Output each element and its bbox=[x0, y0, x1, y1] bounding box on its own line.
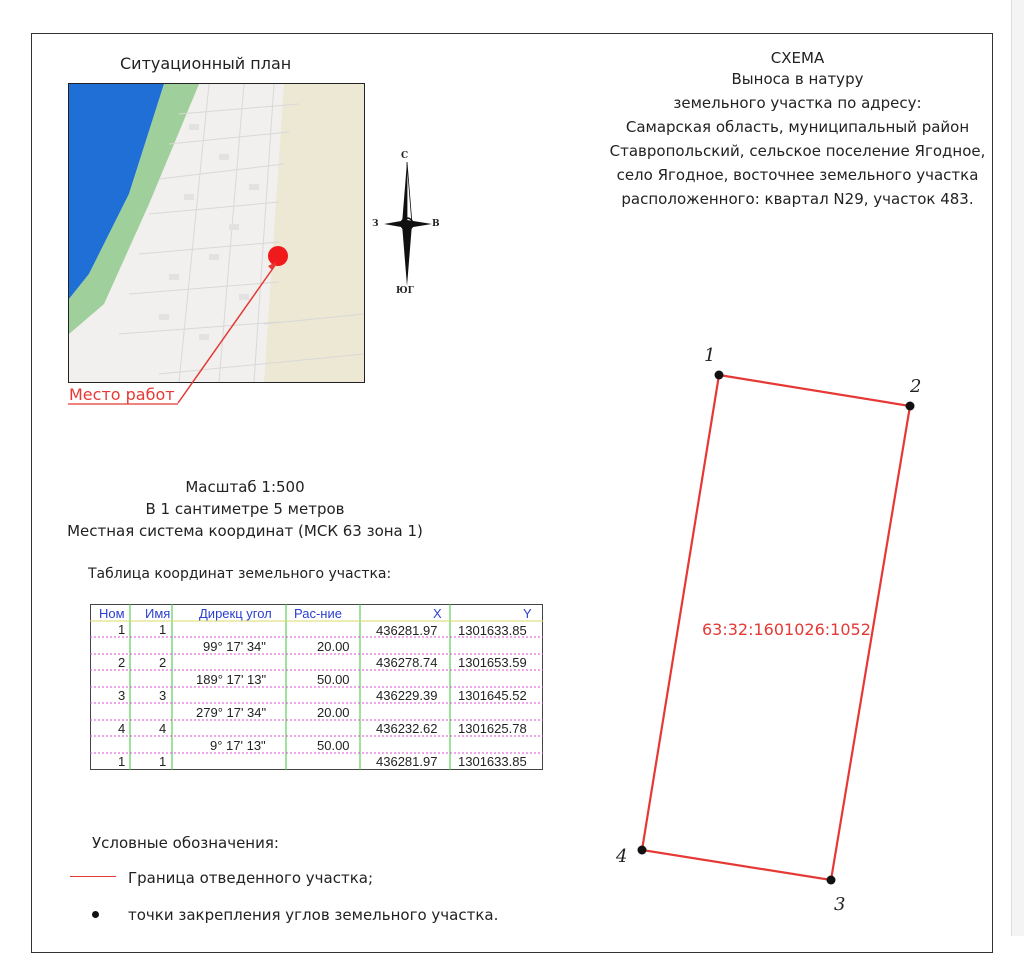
cell-y: 1301625.78 bbox=[458, 721, 527, 736]
cell-x: 436281.97 bbox=[376, 754, 438, 769]
cell-num: 4 bbox=[118, 721, 126, 736]
header-line-4: Самарская область, муниципальный район bbox=[625, 118, 970, 136]
cell-x: 436281.97 bbox=[376, 623, 438, 638]
vertex-point-3 bbox=[827, 876, 836, 885]
header-line-7: расположенного: квартал N29, участок 483. bbox=[621, 190, 974, 208]
cell-num: 2 bbox=[118, 655, 126, 670]
scale-line-3: Местная система координат (МСК 63 зона 1) bbox=[67, 522, 423, 540]
cell-num: 1 bbox=[118, 754, 126, 769]
cell-x: 436229.39 bbox=[376, 688, 438, 703]
cell-y: 1301633.85 bbox=[458, 754, 527, 769]
cell-y: 1301633.85 bbox=[458, 623, 527, 638]
vertex-point-4 bbox=[638, 846, 647, 855]
cell-x: 436232.62 bbox=[376, 721, 438, 736]
cell-name: 2 bbox=[159, 655, 167, 670]
cell-num: 3 bbox=[118, 688, 126, 703]
situational-plan-title: Ситуационный план bbox=[120, 54, 292, 73]
scale-line-1: Масштаб 1:500 bbox=[185, 478, 305, 496]
compass-east: В bbox=[432, 219, 440, 229]
col-header-num: Ном bbox=[99, 606, 125, 621]
cell-dist: 20.00 bbox=[317, 705, 350, 720]
cell-num: 1 bbox=[118, 622, 126, 637]
col-header-name: Имя bbox=[145, 606, 171, 621]
cadastral-number: 63:32:1601026:1052 bbox=[702, 620, 871, 639]
cell-angle: 9° 17' 13" bbox=[210, 738, 266, 753]
header-line-2: Выноса в натуру bbox=[731, 70, 864, 88]
cell-name: 1 bbox=[159, 754, 167, 769]
legend-boundary-line-icon bbox=[70, 876, 116, 877]
cell-dist: 50.00 bbox=[317, 672, 350, 687]
scale-line-2: В 1 сантиметре 5 метров bbox=[145, 500, 345, 518]
legend-boundary-label: Граница отведенного участка; bbox=[128, 869, 374, 887]
cell-name: 4 bbox=[159, 721, 167, 736]
cell-angle: 189° 17' 13" bbox=[196, 672, 267, 687]
header-line-3: земельного участка по адресу: bbox=[673, 94, 922, 112]
header-line-6: село Ягодное, восточнее земельного участка bbox=[616, 166, 979, 184]
legend-points-label: точки закрепления углов земельного участка. bbox=[128, 906, 499, 924]
col-header-angle: Дирекц угол bbox=[199, 606, 272, 621]
legend-point-icon bbox=[92, 911, 99, 918]
cell-angle: 99° 17' 34" bbox=[203, 639, 266, 654]
compass-west: З bbox=[372, 219, 379, 229]
vertex-label-1: 1 bbox=[704, 345, 716, 366]
col-header-x: X bbox=[433, 606, 442, 621]
cell-name: 3 bbox=[159, 688, 167, 703]
cell-y: 1301645.52 bbox=[458, 688, 527, 703]
cell-angle: 279° 17' 34" bbox=[196, 705, 267, 720]
vertex-point-1 bbox=[715, 371, 724, 380]
col-header-y: Y bbox=[523, 606, 532, 621]
header-line-5: Ставропольский, сельское поселение Ягодное, bbox=[609, 142, 986, 160]
header-line-1: СХЕМА bbox=[770, 49, 825, 67]
cell-dist: 20.00 bbox=[317, 639, 350, 654]
vertex-label-2: 2 bbox=[910, 376, 922, 397]
table-caption: Таблица координат земельного участка: bbox=[88, 566, 392, 582]
col-header-dist: Рас-ние bbox=[294, 606, 342, 621]
compass-north: С bbox=[401, 151, 409, 161]
vertex-label-3: 3 bbox=[834, 894, 846, 915]
vertex-label-4: 4 bbox=[616, 846, 628, 867]
cell-dist: 50.00 bbox=[317, 738, 350, 753]
work-place-label: Место работ bbox=[69, 385, 175, 404]
compass-south: ЮГ bbox=[396, 286, 414, 296]
legend-title: Условные обозначения: bbox=[92, 834, 279, 852]
cell-y: 1301653.59 bbox=[458, 655, 527, 670]
vertex-point-2 bbox=[906, 402, 915, 411]
cell-name: 1 bbox=[159, 622, 167, 637]
cell-x: 436278.74 bbox=[376, 655, 438, 670]
